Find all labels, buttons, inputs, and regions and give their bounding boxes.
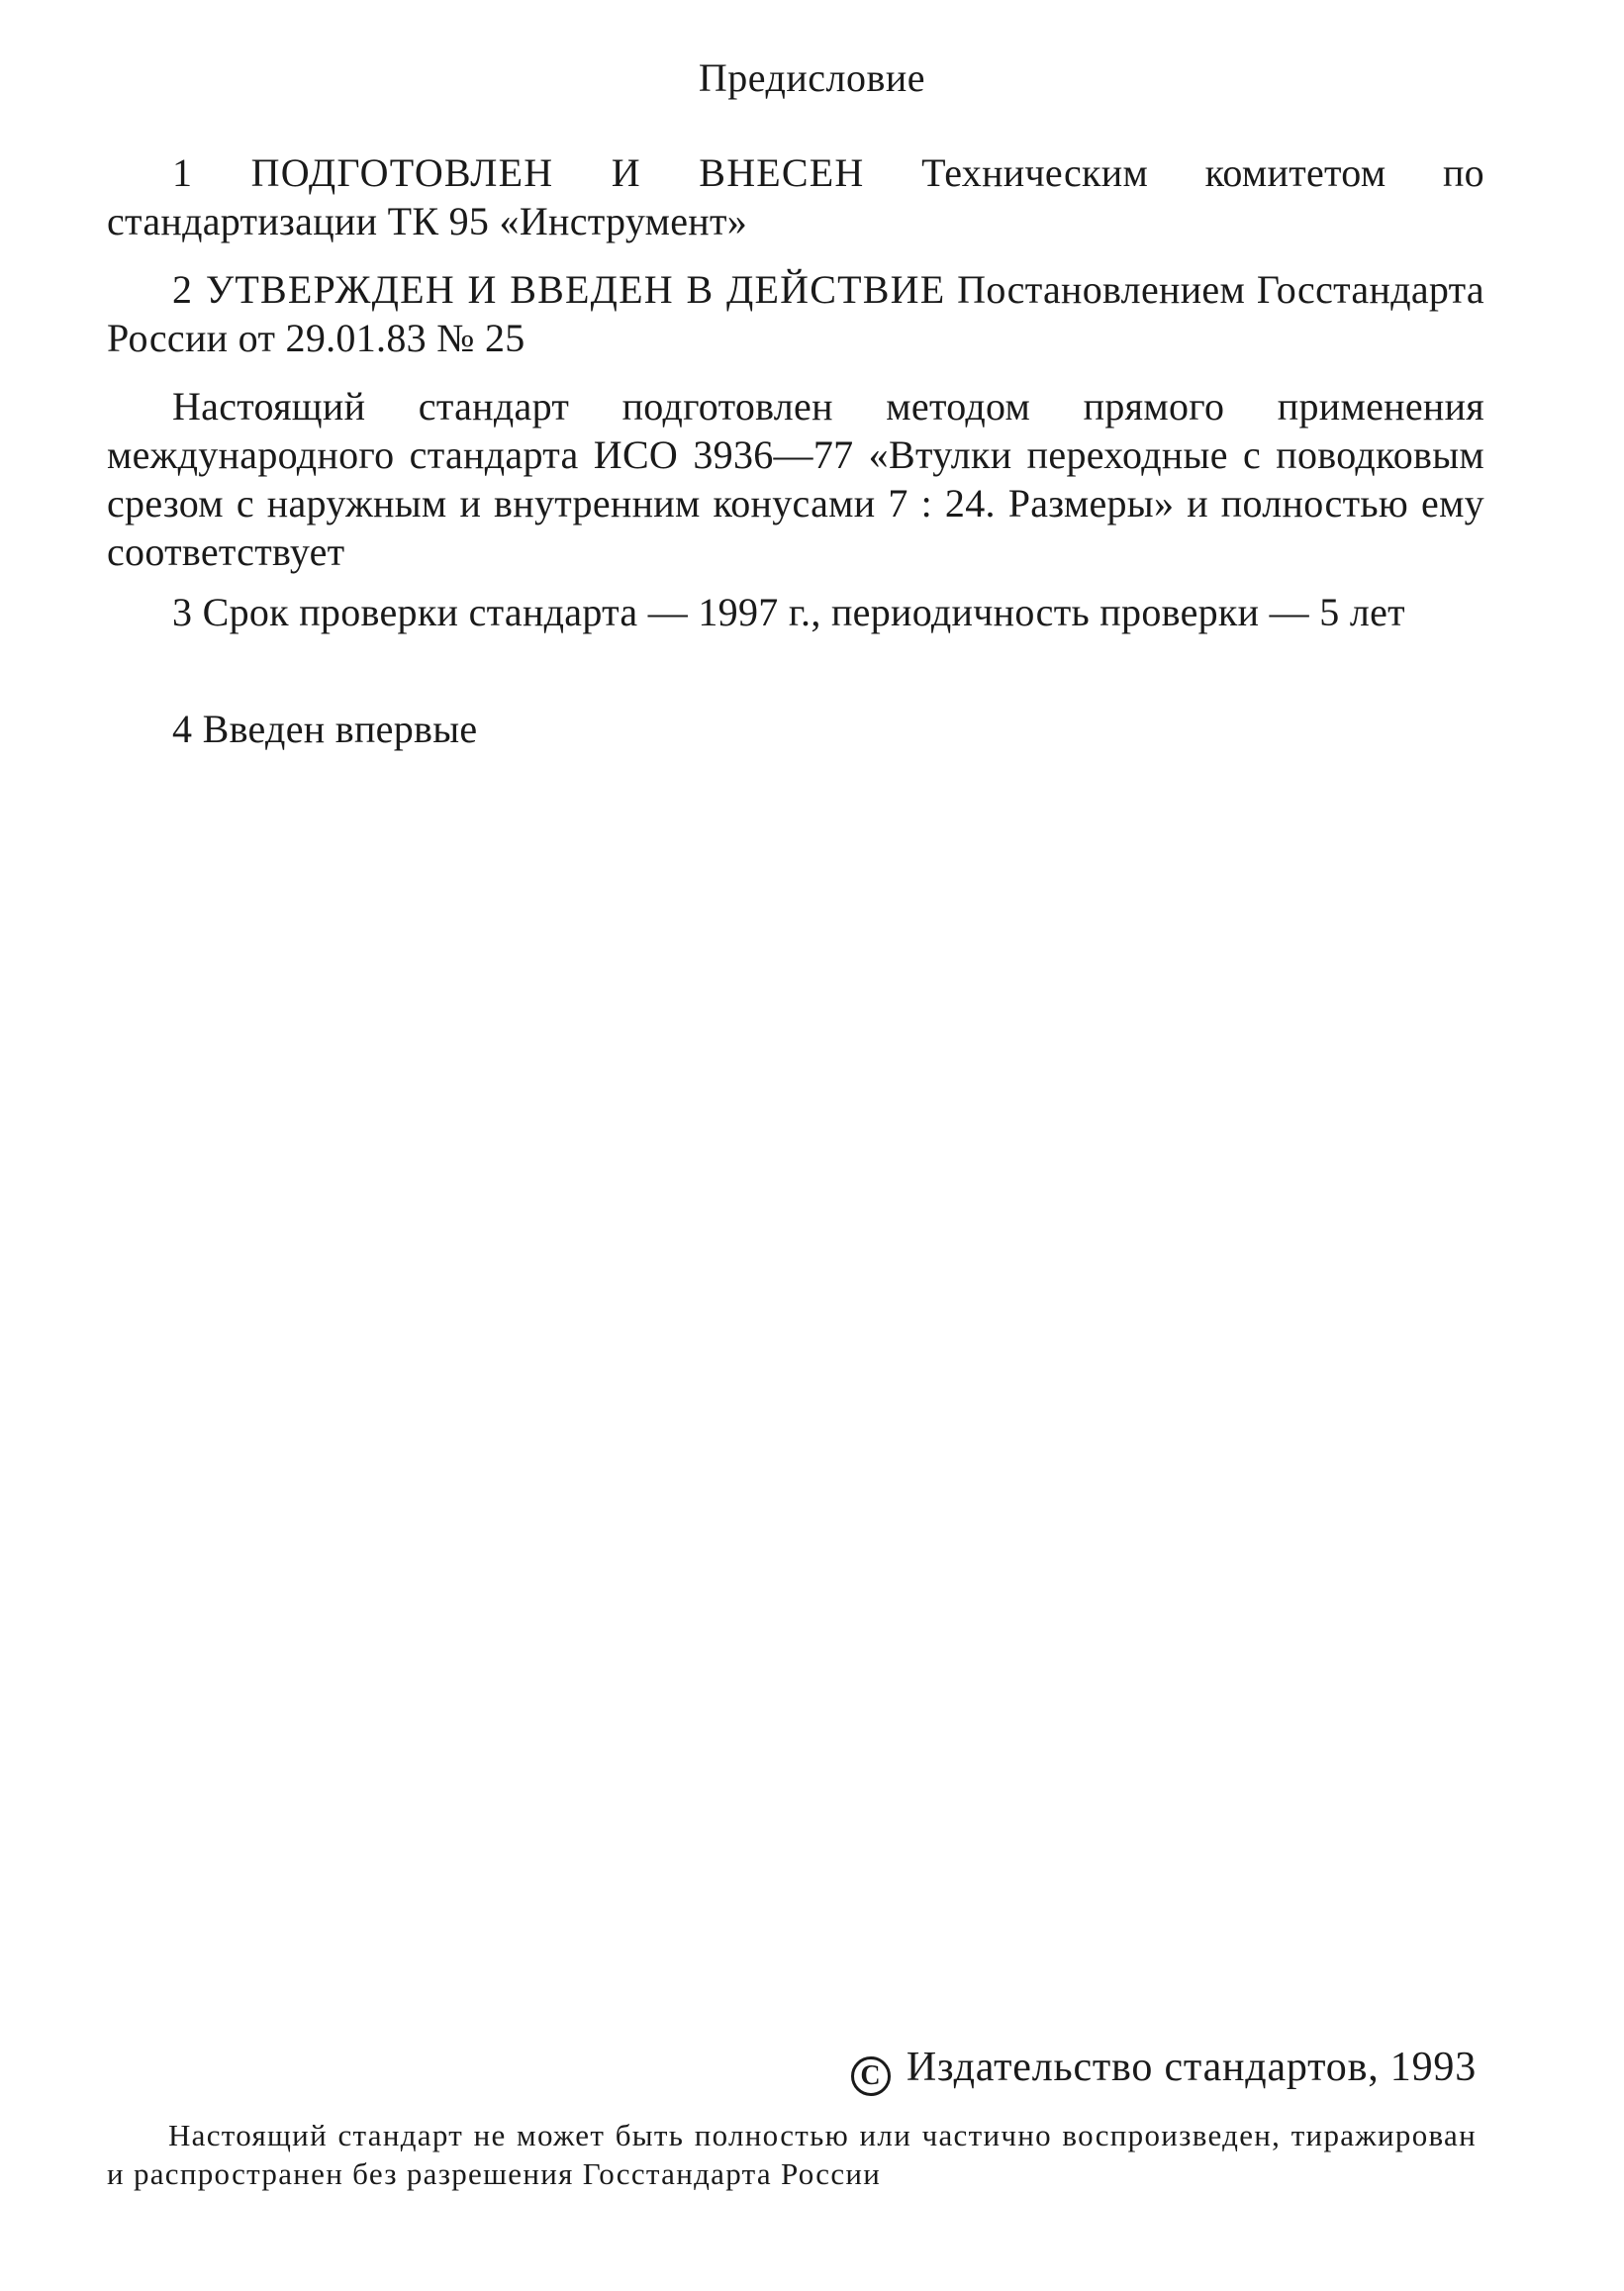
copyright-text: Издательство стандартов, 1993 bbox=[906, 2045, 1477, 2090]
note-block bbox=[107, 382, 1484, 576]
item-3-paragraph: 3 Срок проверки стандарта — 1997 г., периодичность проверки — 5 лет bbox=[172, 590, 1405, 634]
item-2-caps: 2 УТВЕРЖДЕН И ВВЕДЕН В ДЕЙСТВИЕ bbox=[172, 267, 946, 312]
item-2-paragraph bbox=[107, 265, 1484, 362]
item-4-block bbox=[107, 705, 1484, 753]
item-1-caps: 1 ПОДГОТОВЛЕН И ВНЕСЕН bbox=[172, 150, 865, 195]
copyright-icon: C bbox=[851, 2056, 891, 2096]
item-2-block bbox=[107, 265, 1484, 362]
reproduction-notice: Настоящий стандарт не может быть полностью или частично воспроизведен, тиражирован и распространен без разрешения Госстандарта России bbox=[107, 2118, 1477, 2191]
item-1-text: Техническим комитетом по стандартизации ТК 95 «Инструмент» bbox=[107, 150, 1484, 243]
item-1-block bbox=[107, 148, 1484, 245]
item-2-text: Постановлением Госстандарта России от 29.01.83 № 25 bbox=[107, 267, 1484, 360]
item-4-paragraph: 4 Введен впервые bbox=[172, 707, 478, 751]
item-3-block bbox=[107, 588, 1484, 636]
page-title: Предисловие bbox=[698, 55, 926, 100]
note-paragraph: Настоящий стандарт подготовлен методом прямого применения международного стандарта ИСО 3936—77 «Втулки переходные с поводковым срезом с наружным и внутренним конусами 7 : 24. Размеры» и полностью ему соответствует bbox=[107, 384, 1484, 574]
item-1-paragraph bbox=[107, 148, 1484, 245]
copyright-line bbox=[0, 2041, 1477, 2096]
